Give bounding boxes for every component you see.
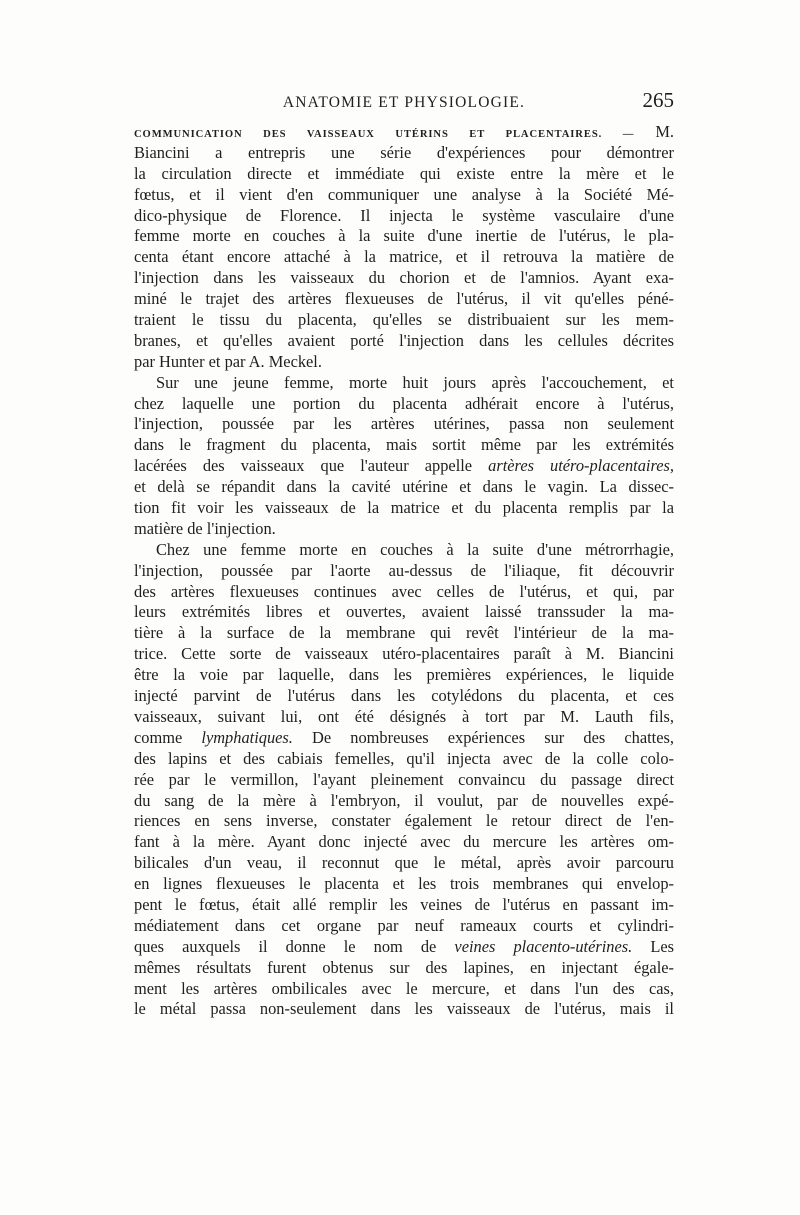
text-line: pent le fœtus, était allé remplir les veines de l'utérus en passant im- [134,894,674,914]
text-line: COMMUNICATION DES VAISSEAUX UTÉRINS ET PLACENTAIRES. — M. [134,122,674,141]
text-line: Chez une femme morte en couches à la suite d'une métrorrhagie, [156,539,674,559]
text-line: mêmes résultats furent obtenus sur des lapines, en injectant égale- [134,957,674,977]
text-line: rée par le vermillon, l'ayant pleinement convaincu du passage direct [134,769,674,789]
text-line: la circulation directe et immédiate qui existe entre la mère et le [134,163,674,183]
text-line: fant à la mère. Ayant donc injecté avec du mercure les artères om- [134,832,674,852]
text-line: par Hunter et par A. Meckel. [134,351,322,371]
text-line: en lignes flexueuses le placenta et les trois membranes qui envelop- [134,874,674,894]
paragraph-1 [134,122,674,373]
text-line: ment les artères ombilicales avec le mercure, et dans l'un des cas, [134,978,674,998]
text-line: centa étant encore attaché à la matrice, et il retrouva la matière de [134,247,674,267]
text-line: femme morte en couches à la suite d'une inertie de l'utérus, le pla- [134,226,674,246]
text-line: Sur une jeune femme, morte huit jours après l'accouchement, et [156,372,674,392]
text-line: l'injection, poussée par les artères utérines, passa non seulement [134,414,674,434]
text-line: des lapins et des cabiais femelles, qu'il injecta avec de la colle colo- [134,748,674,768]
text-line: tion fit voir les vaisseaux de la matrice et du placenta remplis par la [134,498,674,518]
text-line: dans le fragment du placenta, mais sortit même par les extrémités [134,435,674,455]
text-line: médiatement dans cet organe par neuf rameaux courts et cylindri- [134,915,674,935]
text-line: l'injection, poussée par l'aorte au-dessus de l'iliaque, fit découvrir [134,560,674,580]
text-line: trice. Cette sorte de vaisseaux utéro-placentaires paraît à M. Biancini [134,644,674,664]
text-line: tière à la surface de la membrane qui revêt l'intérieur de la ma- [134,623,674,643]
text-line: bilicales d'un veau, il reconnut que le métal, après avoir parcouru [134,853,674,873]
text-line: le métal passa non-seulement dans les vaisseaux de l'utérus, mais il [134,999,674,1019]
running-title: ANATOMIE ET PHYSIOLOGIE. [282,94,526,111]
text-line: vaisseaux, suivant lui, ont été désignés à tort par M. Lauth fils, [134,706,674,726]
text-line: ques auxquels il donne le nom de veines placento-utérines. Les [134,936,674,956]
text-line: l'injection dans les vaisseaux du chorion et de l'amnios. Ayant exa- [134,268,674,288]
section-heading: COMMUNICATION DES VAISSEAUX UTÉRINS ET PLACENTAIRES. — [134,129,635,140]
text-line: matière de l'injection. [134,518,276,538]
text-line: comme lymphatiques. De nombreuses expériences sur des chattes, [134,727,674,747]
text-line: du sang de la mère à l'embryon, il voulut, par de nouvelles expé- [134,790,674,810]
page-number: 265 [642,88,674,112]
text-line: chez laquelle une portion du placenta adhérait encore à l'utérus, [134,393,674,413]
text-line: riences en sens inverse, constater également le retour direct de l'en- [134,811,674,831]
running-head [134,88,674,122]
text-line: des artères flexueuses continues avec celles de l'utérus, et qui, par [134,581,674,601]
paragraph-2 [134,373,674,540]
italic-term: lymphatiques. [201,727,293,747]
italic-term: veines placento-utérines. [454,936,633,956]
text-line: dico-physique de Florence. Il injecta le système vasculaire d'une [134,205,674,225]
text-line: Biancini a entrepris une série d'expériences pour démontrer [134,142,674,162]
italic-term: artères utéro-placentaires, [488,456,674,476]
text-line: traient le tissu du placenta, qu'elles se distribuaient sur les mem- [134,310,674,330]
text-line: leurs extrémités libres et ouvertes, avaient laissé transsuder la ma- [134,602,674,622]
text-line: fœtus, et il vient d'en communiquer une analyse à la Société Mé- [134,184,674,204]
text-line: injecté parvint de l'utérus dans les cotylédons du placenta, et ces [134,686,674,706]
text-line: branes, et qu'elles avaient porté l'injection dans les cellules décrites [134,330,674,350]
text-line: miné le trajet des artères flexueuses de l'utérus, il vit qu'elles péné- [134,289,674,309]
paragraph-3 [134,540,674,1020]
text-line: être la voie par laquelle, dans les premières expériences, le liquide [134,665,674,685]
text-line: lacérées des vaisseaux que l'auteur appelle artères utéro-placentaires, [134,456,674,476]
text-line: et delà se répandit dans la cavité utérine et dans le vagin. La dissec- [134,477,674,497]
text-block [134,88,674,1020]
